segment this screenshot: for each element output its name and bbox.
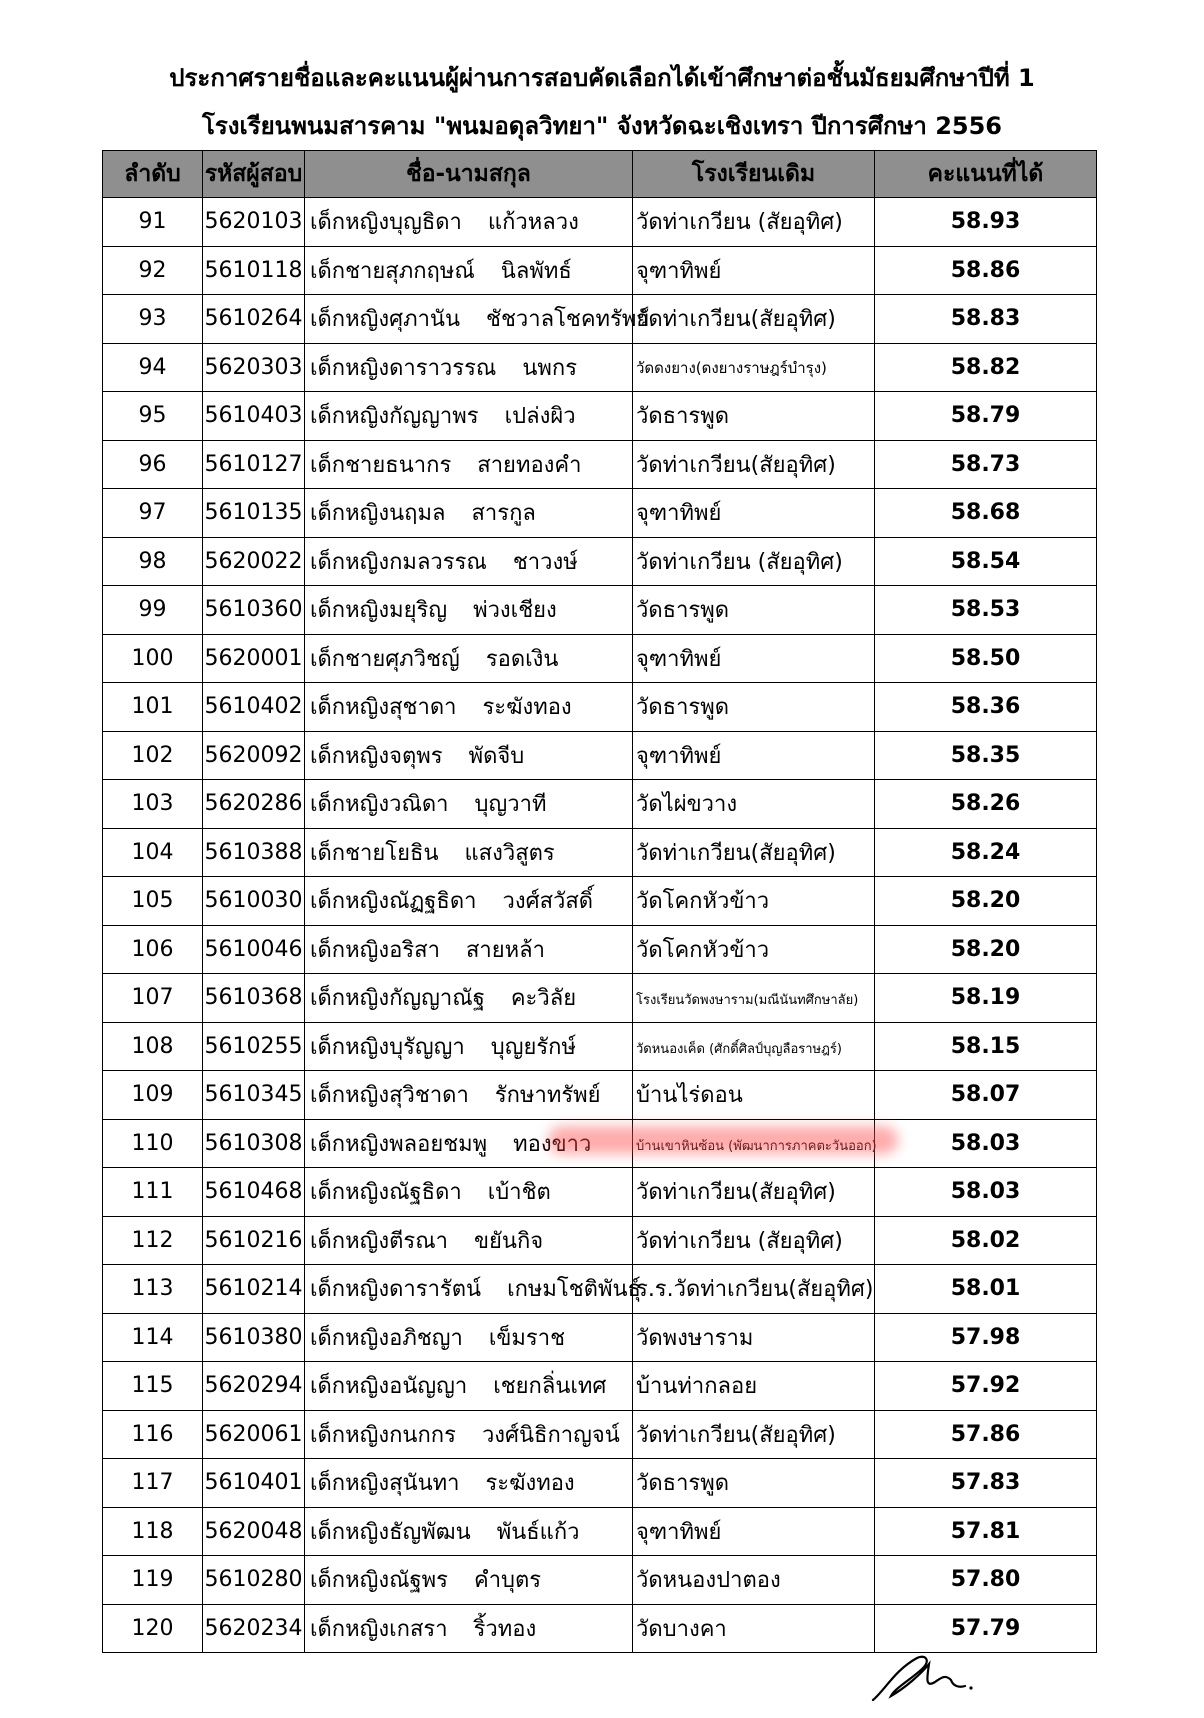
- cell-exam-id: 5610308: [203, 1119, 305, 1168]
- cell-score: 57.80: [875, 1556, 1097, 1605]
- cell-exam-id: 5620061: [203, 1410, 305, 1459]
- cell-surname: ริ้วทอง: [473, 1616, 537, 1642]
- cell-former-school: [633, 1168, 875, 1217]
- table-header-row: [103, 151, 1097, 198]
- cell-score: 58.20: [875, 925, 1097, 974]
- cell-former-school: [633, 489, 875, 538]
- cell-exam-id: 5620294: [203, 1362, 305, 1411]
- cell-rank: 112: [103, 1216, 203, 1265]
- table-row: [103, 343, 1097, 392]
- signature-icon: [865, 1630, 985, 1710]
- table-row: [103, 1216, 1097, 1265]
- cell-surname: ชัชวาลโชคทรัพย์: [486, 307, 650, 333]
- table-row: [103, 1265, 1097, 1314]
- cell-score: 58.68: [875, 489, 1097, 538]
- cell-rank: 109: [103, 1071, 203, 1120]
- cell-first-name: เด็กหญิงดารารัตน์: [310, 1277, 482, 1303]
- cell-former-school: [633, 1362, 875, 1411]
- cell-rank: 97: [103, 489, 203, 538]
- cell-former-school: [633, 780, 875, 829]
- cell-score: 57.81: [875, 1507, 1097, 1556]
- cell-school-text: โรงเรียนวัดพงษาราม(มณีนันทศึกษาลัย): [636, 993, 859, 1009]
- cell-school-text: จุฑาทิพย์: [636, 258, 722, 284]
- cell-school-text: วัดท่าเกวียน(สัยอุทิศ): [636, 1180, 836, 1206]
- cell-score: 57.92: [875, 1362, 1097, 1411]
- cell-first-name: เด็กหญิงสุชาดา: [310, 695, 457, 721]
- table-row: [103, 634, 1097, 683]
- table-row: [103, 198, 1097, 247]
- document-subtitle: โรงเรียนพนมสารคาม "พนมอดุลวิทยา" จังหวัดฉะเชิงเทรา ปีการศึกษา 2556: [202, 112, 1002, 140]
- cell-exam-id: 5610360: [203, 586, 305, 635]
- cell-first-name: เด็กชายศุภวิชญ์: [310, 646, 460, 672]
- cell-exam-id: 5620103: [203, 198, 305, 247]
- cell-former-school: [633, 1313, 875, 1362]
- table-row: [103, 974, 1097, 1023]
- cell-surname: รักษาทรัพย์: [494, 1083, 601, 1109]
- cell-surname: แสงวิสูตร: [464, 840, 555, 866]
- table-row: [103, 1410, 1097, 1459]
- cell-school-text: วัดท่าเกวียน (สัยอุทิศ): [636, 210, 843, 236]
- cell-score: 58.83: [875, 295, 1097, 344]
- cell-exam-id: 5610468: [203, 1168, 305, 1217]
- cell-surname: ระฆังทอง: [482, 695, 572, 721]
- cell-first-name: เด็กหญิงณัฐธิดา: [310, 1180, 462, 1206]
- cell-first-name: เด็กหญิงบุญธิดา: [310, 210, 462, 236]
- red-highlight-mark: [548, 1126, 898, 1154]
- cell-former-school: [633, 537, 875, 586]
- cell-rank: 117: [103, 1459, 203, 1508]
- cell-first-name: เด็กหญิงดาราวรรณ: [310, 355, 497, 381]
- cell-full-name: [305, 1071, 633, 1120]
- cell-school-text: วัดท่าเกวียน (สัยอุทิศ): [636, 1228, 843, 1254]
- column-header-school: โรงเรียนเดิม: [633, 151, 875, 198]
- table-row: [103, 1507, 1097, 1556]
- cell-former-school: [633, 1556, 875, 1605]
- cell-first-name: เด็กหญิงสุวิชาดา: [310, 1083, 469, 1109]
- cell-former-school: [633, 586, 875, 635]
- cell-surname: วงศ์สวัสดิ์: [502, 889, 594, 915]
- cell-score: 58.53: [875, 586, 1097, 635]
- cell-first-name: เด็กหญิงจตุพร: [310, 743, 443, 769]
- cell-former-school: [633, 683, 875, 732]
- cell-school-text: จุฑาทิพย์: [636, 743, 722, 769]
- cell-rank: 114: [103, 1313, 203, 1362]
- cell-former-school: [633, 246, 875, 295]
- cell-school-text: วัดท่าเกวียน(สัยอุทิศ): [636, 452, 836, 478]
- cell-school-text: บ้านท่ากลอย: [636, 1374, 758, 1400]
- cell-score: 58.24: [875, 828, 1097, 877]
- cell-school-text: จุฑาทิพย์: [636, 1519, 722, 1545]
- cell-full-name: [305, 1216, 633, 1265]
- cell-rank: 104: [103, 828, 203, 877]
- cell-exam-id: 5610127: [203, 440, 305, 489]
- cell-first-name: เด็กหญิงกนกกร: [310, 1422, 456, 1448]
- cell-exam-id: 5620234: [203, 1604, 305, 1653]
- cell-score: 58.82: [875, 343, 1097, 392]
- cell-school-text: วัดธารพูด: [636, 598, 730, 624]
- cell-rank: 102: [103, 731, 203, 780]
- cell-score: 58.73: [875, 440, 1097, 489]
- column-header-no: ลำดับ: [103, 151, 203, 198]
- cell-surname: พันธ์แก้ว: [496, 1519, 580, 1545]
- cell-first-name: เด็กหญิงธัญพัฒน: [310, 1519, 471, 1545]
- cell-school-text: วัดโคกหัวข้าว: [636, 937, 770, 963]
- cell-former-school: [633, 877, 875, 926]
- cell-full-name: [305, 877, 633, 926]
- cell-full-name: [305, 1313, 633, 1362]
- cell-first-name: เด็กหญิงอภิชญา: [310, 1325, 463, 1351]
- cell-rank: 96: [103, 440, 203, 489]
- table-row: [103, 683, 1097, 732]
- cell-score: 58.01: [875, 1265, 1097, 1314]
- cell-surname: พัดจีบ: [468, 743, 525, 769]
- cell-exam-id: 5610368: [203, 974, 305, 1023]
- cell-rank: 91: [103, 198, 203, 247]
- table-row: [103, 1459, 1097, 1508]
- cell-rank: 108: [103, 1022, 203, 1071]
- cell-school-text: วัดธารพูด: [636, 695, 730, 721]
- cell-rank: 111: [103, 1168, 203, 1217]
- cell-full-name: [305, 634, 633, 683]
- cell-former-school: [633, 1071, 875, 1120]
- cell-full-name: [305, 1022, 633, 1071]
- cell-surname: บุญยรักษ์: [490, 1034, 576, 1060]
- cell-exam-id: 5610401: [203, 1459, 305, 1508]
- cell-former-school: [633, 1265, 875, 1314]
- cell-former-school: [633, 634, 875, 683]
- cell-former-school: [633, 440, 875, 489]
- cell-rank: 116: [103, 1410, 203, 1459]
- table-row: [103, 877, 1097, 926]
- cell-surname: ชาวงษ์: [512, 549, 578, 575]
- table-row: [103, 246, 1097, 295]
- cell-surname: นพกร: [522, 355, 578, 381]
- cell-first-name: เด็กหญิงณัฐพร: [310, 1568, 448, 1594]
- cell-score: 58.86: [875, 246, 1097, 295]
- cell-surname: แก้วหลวง: [487, 210, 579, 236]
- cell-school-text: วัดธารพูด: [636, 404, 730, 430]
- cell-full-name: [305, 392, 633, 441]
- table-row: [103, 1071, 1097, 1120]
- cell-full-name: [305, 974, 633, 1023]
- cell-full-name: [305, 1556, 633, 1605]
- cell-score: 58.36: [875, 683, 1097, 732]
- cell-score: 58.93: [875, 198, 1097, 247]
- cell-first-name: เด็กชายโยธิน: [310, 840, 439, 866]
- cell-school-text: วัดดงยาง(ดงยางราษฎร์บำรุง): [636, 359, 827, 378]
- cell-exam-id: 5610264: [203, 295, 305, 344]
- cell-rank: 113: [103, 1265, 203, 1314]
- cell-score: 57.79: [875, 1604, 1097, 1653]
- cell-score: 58.54: [875, 537, 1097, 586]
- cell-first-name: เด็กหญิงนฤมล: [310, 501, 446, 527]
- cell-exam-id: 5610046: [203, 925, 305, 974]
- cell-first-name: เด็กชายธนากร: [310, 452, 452, 478]
- cell-school-text: วัดโคกหัวข้าว: [636, 889, 770, 915]
- table-row: [103, 731, 1097, 780]
- cell-surname: พ่วงเชียง: [473, 598, 557, 624]
- cell-surname: เปล่งผิว: [504, 404, 576, 430]
- cell-first-name: เด็กชายสุภกฤษณ์: [310, 258, 475, 284]
- cell-exam-id: 5610380: [203, 1313, 305, 1362]
- cell-exam-id: 5610255: [203, 1022, 305, 1071]
- cell-first-name: เด็กหญิงมยุริญ: [310, 598, 448, 624]
- cell-surname: เบ้าชิต: [487, 1180, 551, 1206]
- cell-former-school: [633, 1507, 875, 1556]
- cell-school-text: บ้านเขาหินซ้อน (พัฒนาการภาคตะวันออก): [636, 1138, 877, 1154]
- cell-rank: 105: [103, 877, 203, 926]
- cell-first-name: เด็กหญิงกัญญาพร: [310, 404, 479, 430]
- cell-score: 58.50: [875, 634, 1097, 683]
- cell-exam-id: 5620022: [203, 537, 305, 586]
- cell-full-name: [305, 1410, 633, 1459]
- column-header-name: ชื่อ-นามสกุล: [305, 151, 633, 198]
- cell-first-name: เด็กหญิงอนัญญา: [310, 1374, 468, 1400]
- cell-score: 58.07: [875, 1071, 1097, 1120]
- cell-full-name: [305, 828, 633, 877]
- cell-exam-id: 5610135: [203, 489, 305, 538]
- cell-rank: 92: [103, 246, 203, 295]
- cell-former-school: [633, 1459, 875, 1508]
- cell-school-text: วัดท่าเกวียน(สัยอุทิศ): [636, 840, 836, 866]
- cell-school-text: วัดบางคา: [636, 1616, 727, 1642]
- cell-former-school: [633, 974, 875, 1023]
- cell-full-name: [305, 246, 633, 295]
- cell-school-text: วัดหนองเค็ด (ศักดิ์ศิลป์บุญลือราษฎร์): [636, 1041, 842, 1057]
- cell-full-name: [305, 1604, 633, 1653]
- results-table: [102, 150, 1097, 1653]
- cell-exam-id: 5610345: [203, 1071, 305, 1120]
- cell-former-school: [633, 1410, 875, 1459]
- cell-full-name: [305, 586, 633, 635]
- cell-school-text: จุฑาทิพย์: [636, 646, 722, 672]
- cell-school-text: วัดพงษาราม: [636, 1325, 754, 1351]
- cell-rank: 107: [103, 974, 203, 1023]
- cell-score: 57.98: [875, 1313, 1097, 1362]
- cell-rank: 99: [103, 586, 203, 635]
- cell-full-name: [305, 295, 650, 344]
- cell-first-name: เด็กหญิงสุนันทา: [310, 1471, 460, 1497]
- cell-score: 58.26: [875, 780, 1097, 829]
- cell-former-school: [633, 1022, 875, 1071]
- cell-school-text: ร.ร.วัดท่าเกวียน(สัยอุทิศ): [636, 1277, 874, 1303]
- cell-rank: 110: [103, 1119, 203, 1168]
- table-row: [103, 828, 1097, 877]
- cell-full-name: [305, 198, 633, 247]
- cell-full-name: [305, 1362, 633, 1411]
- cell-surname: รอดเงิน: [485, 646, 559, 672]
- cell-exam-id: 5620048: [203, 1507, 305, 1556]
- cell-surname: สายทองคำ: [477, 452, 582, 478]
- cell-rank: 100: [103, 634, 203, 683]
- cell-surname: คะวิลัย: [510, 986, 577, 1012]
- cell-surname: เข็มราช: [488, 1325, 566, 1351]
- cell-former-school: [633, 731, 875, 780]
- cell-first-name: เด็กหญิงบุรัญญา: [310, 1034, 465, 1060]
- cell-exam-id: 5610214: [203, 1265, 305, 1314]
- cell-score: 58.20: [875, 877, 1097, 926]
- table-row: [103, 1168, 1097, 1217]
- cell-full-name: [305, 489, 633, 538]
- cell-former-school: [633, 925, 875, 974]
- cell-surname: สารกูล: [471, 501, 536, 527]
- cell-rank: 120: [103, 1604, 203, 1653]
- cell-surname: นิลพัทธ์: [500, 258, 572, 284]
- cell-rank: 115: [103, 1362, 203, 1411]
- cell-exam-id: 5620001: [203, 634, 305, 683]
- cell-score: 58.19: [875, 974, 1097, 1023]
- cell-first-name: เด็กหญิงตีรณา: [310, 1228, 448, 1254]
- cell-rank: 119: [103, 1556, 203, 1605]
- cell-surname: คำบุตร: [473, 1568, 542, 1594]
- cell-exam-id: 5620303: [203, 343, 305, 392]
- cell-first-name: เด็กหญิงพลอยชมพู: [310, 1131, 488, 1157]
- cell-school-text: วัดท่าเกวียน(สัยอุทิศ): [636, 1422, 836, 1448]
- cell-score: 57.86: [875, 1410, 1097, 1459]
- table-row: [103, 925, 1097, 974]
- cell-former-school: [633, 343, 875, 392]
- cell-exam-id: 5610030: [203, 877, 305, 926]
- table-row: [103, 586, 1097, 635]
- cell-full-name: [305, 537, 633, 586]
- table-row: [103, 295, 1097, 344]
- table-row: [103, 1313, 1097, 1362]
- cell-surname: สายหล้า: [465, 937, 545, 963]
- column-header-id: รหัสผู้สอบ: [203, 151, 305, 198]
- cell-full-name: [305, 440, 633, 489]
- cell-full-name: [305, 925, 633, 974]
- cell-former-school: [633, 392, 875, 441]
- table-row: [103, 1362, 1097, 1411]
- cell-exam-id: 5620286: [203, 780, 305, 829]
- cell-school-text: บ้านไร่ดอน: [636, 1083, 743, 1109]
- cell-full-name: [305, 683, 633, 732]
- cell-school-text: วัดหนองปาตอง: [636, 1568, 781, 1594]
- cell-surname: วงศ์นิธิกาญจน์: [481, 1422, 620, 1448]
- table-row: [103, 537, 1097, 586]
- cell-first-name: เด็กหญิงเกสรา: [310, 1616, 448, 1642]
- cell-former-school: [633, 198, 875, 247]
- cell-rank: 103: [103, 780, 203, 829]
- cell-surname: ทองขาว: [513, 1131, 592, 1157]
- cell-score: 57.83: [875, 1459, 1097, 1508]
- cell-rank: 106: [103, 925, 203, 974]
- cell-former-school: [633, 295, 875, 344]
- cell-score: 58.03: [875, 1168, 1097, 1217]
- cell-rank: 101: [103, 683, 203, 732]
- cell-exam-id: 5610280: [203, 1556, 305, 1605]
- cell-school-text: วัดท่าเกวียน (สัยอุทิศ): [636, 549, 843, 575]
- cell-full-name: [305, 1507, 633, 1556]
- cell-full-name: [305, 343, 633, 392]
- cell-surname: บุญวาที: [474, 792, 547, 818]
- cell-first-name: เด็กหญิงศุภานัน: [310, 307, 461, 333]
- cell-rank: 95: [103, 392, 203, 441]
- cell-school-text: จุฑาทิพย์: [636, 501, 722, 527]
- cell-exam-id: 5610216: [203, 1216, 305, 1265]
- cell-rank: 93: [103, 295, 203, 344]
- cell-school-text: วัดไผ่ขวาง: [636, 792, 738, 818]
- cell-school-text: วัดท่าเกวียน(สัยอุทิศ): [636, 307, 836, 333]
- cell-rank: 118: [103, 1507, 203, 1556]
- cell-exam-id: 5610118: [203, 246, 305, 295]
- cell-surname: ระฆังทอง: [485, 1471, 575, 1497]
- cell-full-name: [305, 1265, 641, 1314]
- table-row: [103, 1556, 1097, 1605]
- cell-rank: 98: [103, 537, 203, 586]
- table-row: [103, 392, 1097, 441]
- cell-former-school: [633, 1216, 875, 1265]
- cell-score: 58.79: [875, 392, 1097, 441]
- cell-first-name: เด็กหญิงวณิดา: [310, 792, 449, 818]
- cell-first-name: เด็กหญิงกมลวรรณ: [310, 549, 487, 575]
- cell-full-name: [305, 780, 633, 829]
- cell-full-name: [305, 731, 633, 780]
- table-row: [103, 489, 1097, 538]
- cell-score: 58.02: [875, 1216, 1097, 1265]
- column-header-score: คะแนนที่ได้: [875, 151, 1097, 198]
- cell-exam-id: 5620092: [203, 731, 305, 780]
- cell-full-name: [305, 1168, 633, 1217]
- document-title: ประกาศรายชื่อและคะแนนผู้ผ่านการสอบคัดเลือกได้เข้าศึกษาต่อชั้นมัธยมศึกษาปีที่ 1: [169, 64, 1035, 92]
- cell-exam-id: 5610402: [203, 683, 305, 732]
- cell-former-school: [633, 1604, 875, 1653]
- cell-surname: ขยันกิจ: [473, 1228, 544, 1254]
- cell-first-name: เด็กหญิงกัญญาณัฐ: [310, 986, 485, 1012]
- cell-first-name: เด็กหญิงณัฏฐธิดา: [310, 889, 477, 915]
- table-row: [103, 780, 1097, 829]
- cell-score: 58.15: [875, 1022, 1097, 1071]
- cell-full-name: [305, 1459, 633, 1508]
- cell-first-name: เด็กหญิงอริสา: [310, 937, 440, 963]
- cell-surname: เชยกลิ่นเทศ: [493, 1374, 607, 1400]
- cell-school-text: วัดธารพูด: [636, 1471, 730, 1497]
- cell-surname: เกษมโชติพันธุ์: [507, 1277, 641, 1303]
- table-row: [103, 440, 1097, 489]
- cell-score: 58.03: [875, 1119, 1097, 1168]
- cell-exam-id: 5610403: [203, 392, 305, 441]
- cell-score: 58.35: [875, 731, 1097, 780]
- cell-exam-id: 5610388: [203, 828, 305, 877]
- cell-rank: 94: [103, 343, 203, 392]
- cell-former-school: [633, 828, 875, 877]
- table-row: [103, 1022, 1097, 1071]
